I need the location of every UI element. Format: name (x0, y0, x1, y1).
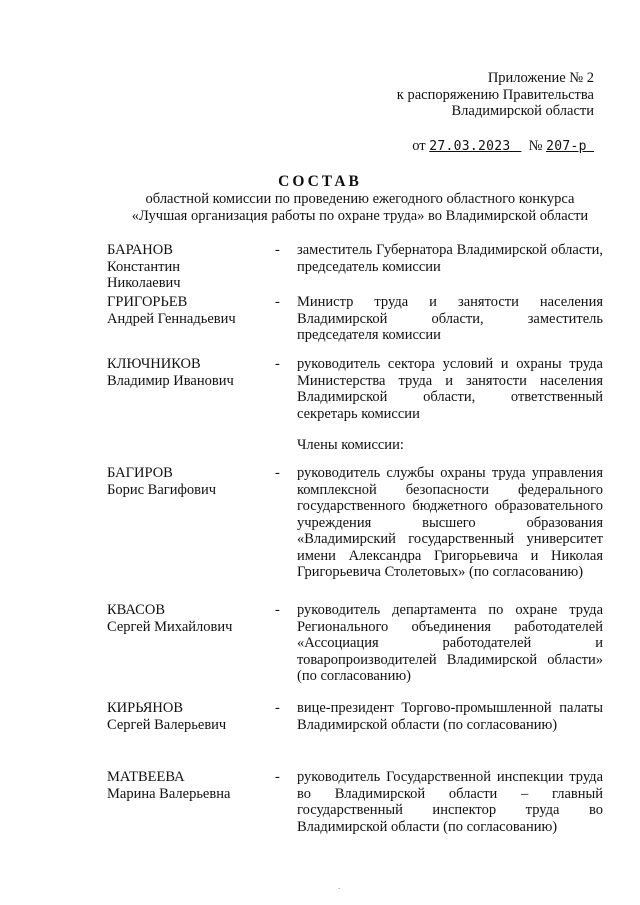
order-date: 27.03.2023 (429, 139, 511, 154)
document-subtitle (100, 191, 620, 224)
appendix-line-1: Приложение № 2 (487, 70, 594, 86)
member-role: руководитель Государственной инспекции труда во Владимирской области – главный государственный инспектор труда во Владимирской области (по согласованию) (297, 769, 603, 835)
member-dash: - (275, 242, 280, 258)
member-name (107, 242, 272, 292)
member-dash: - (275, 769, 280, 785)
order-number: 207-р (546, 139, 587, 154)
appendix-block (380, 70, 594, 120)
member-given-name: Константин (107, 258, 180, 275)
appendix-line-3: Владимирской области (451, 103, 594, 119)
order-reference (380, 138, 594, 156)
member-name (107, 602, 272, 635)
member-surname: КИРЬЯНОВ (107, 700, 184, 716)
member-surname: МАТВЕЕВА (107, 769, 185, 785)
member-dash: - (275, 700, 280, 716)
member-surname: БАРАНОВ (107, 242, 173, 258)
order-date-underline (511, 138, 522, 154)
member-role: вице-президент Торгово-промышленной палаты Владимирской области (по согласованию) (297, 700, 603, 733)
member-name (107, 700, 272, 733)
member-given-name: Борис Вагифович (107, 481, 217, 498)
member-role: руководитель департамента по охране труда Регионального объединения работодателей «Ассоциация работодателей и товаропроизводителей Владимирской области» (по согласованию) (297, 602, 603, 684)
subtitle-line-1: областной комиссии по проведению ежегодного областного конкурса (145, 191, 575, 207)
member-role: руководитель службы охраны труда управления комплексной безопасности федерального государственного бюджетного образовательного учреждения высшего образования «Владимирский государственный университет имени Александра Григорьевича и Николая Григорьевича Столетовых» (по согласованию) (297, 465, 603, 580)
order-from-label: от (412, 138, 426, 154)
member-given-name: Сергей Валерьевич (107, 716, 227, 733)
member-name (107, 356, 272, 389)
member-given-name: Сергей Михайлович (107, 618, 233, 635)
document-title: СОСТАВ (278, 173, 362, 190)
member-surname: КВАСОВ (107, 602, 165, 618)
member-patronymic: Николаевич (107, 275, 181, 291)
member-name (107, 465, 272, 498)
member-surname: БАГИРОВ (107, 465, 173, 481)
member-surname: КЛЮЧНИКОВ (107, 356, 201, 372)
members-heading: Члены комиссии: (297, 437, 404, 453)
member-role: заместитель Губернатора Владимирской области, председатель комиссии (297, 242, 603, 275)
member-given-name: Андрей Геннадьевич (107, 310, 236, 327)
member-surname: ГРИГОРЬЕВ (107, 294, 188, 310)
order-number-underline (587, 138, 594, 154)
member-dash: - (275, 294, 280, 310)
appendix-line-2: к распоряжению Правительства (396, 86, 594, 103)
member-dash: - (275, 602, 280, 618)
member-given-name: Владимир Иванович (107, 372, 234, 389)
order-number-label: № (528, 138, 543, 154)
subtitle-line-2: «Лучшая организация работы по охране труда» во Владимирской области (131, 207, 589, 224)
member-role: руководитель сектора условий и охраны труда Министерства труда и занятости населения Владимирской области, ответственный секретарь комиссии (297, 356, 603, 422)
member-role: Министр труда и занятости населения Владимирской области, заместитель председателя комиссии (297, 294, 603, 343)
member-name (107, 294, 272, 327)
member-dash: - (275, 356, 280, 372)
member-given-name: Марина Валерьевна (107, 785, 231, 802)
member-dash: - (275, 465, 280, 481)
member-name (107, 769, 272, 802)
scan-mark: . (338, 881, 341, 891)
